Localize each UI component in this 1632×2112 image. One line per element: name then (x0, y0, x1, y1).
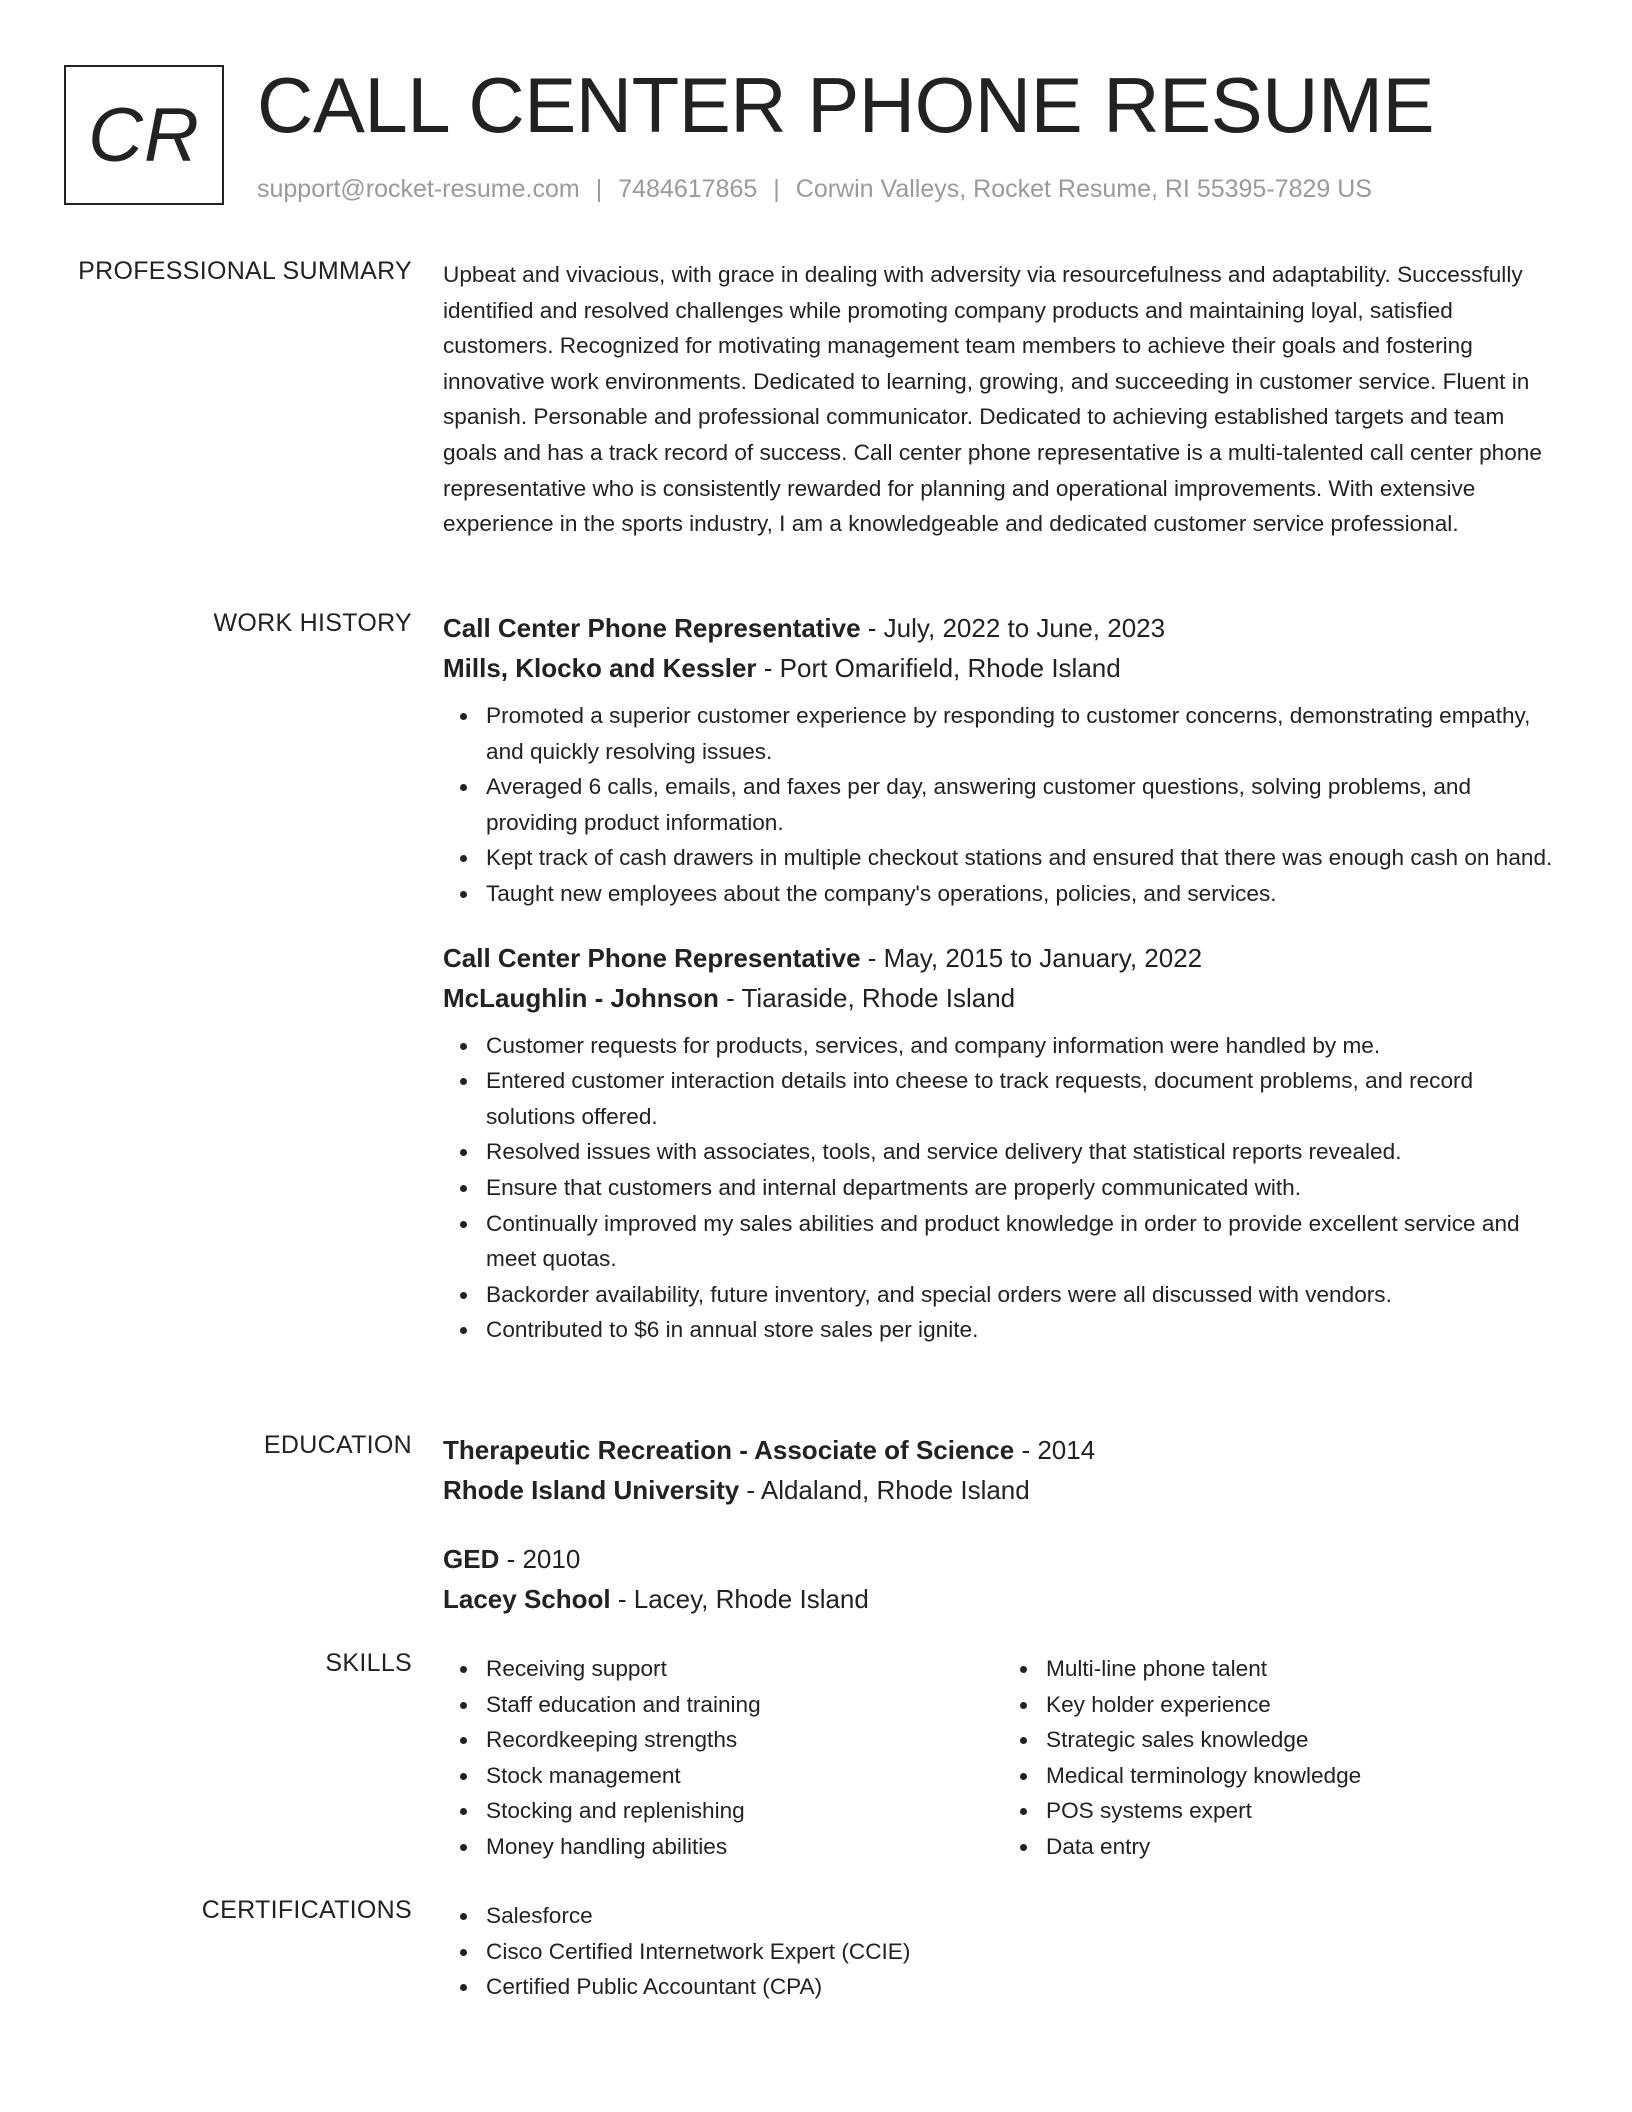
section-heading-certifications: CERTIFICATIONS (201, 1896, 412, 1924)
list-item: Staff education and training (486, 1687, 1003, 1723)
skills-list-right (1003, 1651, 1563, 1865)
list-item: Continually improved my sales abilities and product knowledge in order to provide excellent service and meet quotas. (486, 1206, 1563, 1277)
list-item: POS systems expert (1046, 1793, 1563, 1829)
skills-columns (443, 1651, 1563, 1865)
list-item: Money handling abilities (486, 1829, 1003, 1865)
school-line (443, 1470, 1563, 1510)
list-item: Stocking and replenishing (486, 1793, 1003, 1829)
list-item: Receiving support (486, 1651, 1003, 1687)
job-company-line (443, 648, 1563, 688)
section-heading-work-history: WORK HISTORY (213, 609, 412, 637)
list-item: Key holder experience (1046, 1687, 1563, 1723)
list-item: Ensure that customers and internal departments are properly communicated with. (486, 1170, 1563, 1206)
degree: Therapeutic Recreation - Associate of Science (443, 1435, 1015, 1465)
list-item: Entered customer interaction details into cheese to track requests, document problems, and record solutions offered. (486, 1063, 1563, 1134)
list-item: Promoted a superior customer experience by responding to customer concerns, demonstrating empathy, and quickly resolving issues. (486, 698, 1563, 769)
resume-header (64, 61, 1568, 210)
contact-email[interactable]: support@rocket-resume.com (257, 175, 580, 203)
job-bullets (443, 698, 1563, 912)
list-item: Certified Public Accountant (CPA) (486, 1969, 1563, 2005)
job-bullets (443, 1028, 1563, 1348)
school: Rhode Island University (443, 1475, 740, 1505)
list-item: Backorder availability, future inventory, and special orders were all discussed with vendors. (486, 1277, 1563, 1313)
list-item: Medical terminology knowledge (1046, 1758, 1563, 1794)
degree: GED (443, 1544, 500, 1574)
contact-separator: | (773, 175, 780, 203)
degree-line (443, 1430, 1563, 1470)
contact-address: Corwin Valleys, Rocket Resume, RI 55395-7829 US (795, 175, 1372, 203)
list-item: Taught new employees about the company's operations, policies, and services. (486, 876, 1563, 912)
list-item: Salesforce (486, 1898, 1563, 1934)
degree-year: - 2010 (499, 1544, 581, 1574)
job-title: Call Center Phone Representative (443, 613, 861, 643)
job-title: Call Center Phone Representative (443, 942, 861, 973)
list-item: Resolved issues with associates, tools, and service delivery that statistical reports revealed. (486, 1134, 1563, 1170)
job-company-line (443, 978, 1563, 1018)
monogram-box (64, 65, 224, 205)
job-location: - Port Omarifield, Rhode Island (756, 653, 1121, 683)
school: Lacey School (443, 1584, 611, 1614)
job-dates: - July, 2022 to June, 2023 (860, 613, 1166, 643)
job-location: - Tiaraside, Rhode Island (718, 982, 1016, 1013)
education-entry (443, 1539, 1563, 1619)
monogram-initials: CR (88, 92, 200, 178)
section-heading-summary: PROFESSIONAL SUMMARY (78, 257, 412, 285)
list-item: Contributed to $6 in annual store sales per ignite. (486, 1312, 1563, 1348)
contact-phone[interactable]: 7484617865 (618, 175, 758, 203)
list-item: Data entry (1046, 1829, 1563, 1865)
list-item: Recordkeeping strengths (486, 1722, 1003, 1758)
list-item: Multi-line phone talent (1046, 1651, 1563, 1687)
certifications-list (443, 1898, 1563, 2005)
degree-year: - 2014 (1014, 1435, 1096, 1465)
section-heading-skills: SKILLS (325, 1649, 412, 1677)
contact-separator: | (595, 175, 603, 203)
job-dates: - May, 2015 to January, 2022 (860, 942, 1203, 973)
education-entry (443, 1430, 1563, 1510)
list-item: Kept track of cash drawers in multiple checkout stations and ensured that there was enough cash on hand. (486, 840, 1563, 876)
job-company: McLaughlin - Johnson (443, 982, 719, 1013)
job-title-line (443, 938, 1563, 978)
section-heading-education: EDUCATION (263, 1431, 412, 1459)
school-line (443, 1579, 1563, 1619)
list-item: Stock management (486, 1758, 1003, 1794)
list-item: Averaged 6 calls, emails, and faxes per day, answering customer questions, solving problems, and providing product information. (486, 769, 1563, 840)
resume-title: CALL CENTER PHONE RESUME (257, 61, 1435, 149)
school-location: - Lacey, Rhode Island (610, 1584, 869, 1614)
summary-text: Upbeat and vivacious, with grace in dealing with adversity via resourcefulness and adaptability. Successfully identified and resolved challenges while promoting company products and maintaining loyal, satisfied customers. Recognized for motivating management team members to achieve their goals and fostering innovative work environments. Dedicated to learning, growing, and succeeding in customer service. Fluent in spanish. Personable and professional communicator. Dedicated to achieving established targets and team goals and has a track record of success. Call center phone representative is a multi-talented call center phone representative who is consistently rewarded for planning and operational improvements. With extensive experience in the sports industry, I am a knowledgeable and dedicated customer service professional. (443, 262, 1542, 537)
list-item: Strategic sales knowledge (1046, 1722, 1563, 1758)
job-entry (443, 938, 1563, 1348)
job-title-line (443, 608, 1563, 648)
contact-line (257, 175, 1372, 204)
skills-list-left (443, 1651, 1003, 1865)
job-company: Mills, Klocko and Kessler (443, 653, 757, 683)
job-entry (443, 608, 1563, 912)
school-location: - Aldaland, Rhode Island (739, 1475, 1030, 1505)
degree-line (443, 1539, 1563, 1579)
list-item: Cisco Certified Internetwork Expert (CCIE) (486, 1934, 1563, 1970)
list-item: Customer requests for products, services, and company information were handled by me. (486, 1028, 1563, 1064)
